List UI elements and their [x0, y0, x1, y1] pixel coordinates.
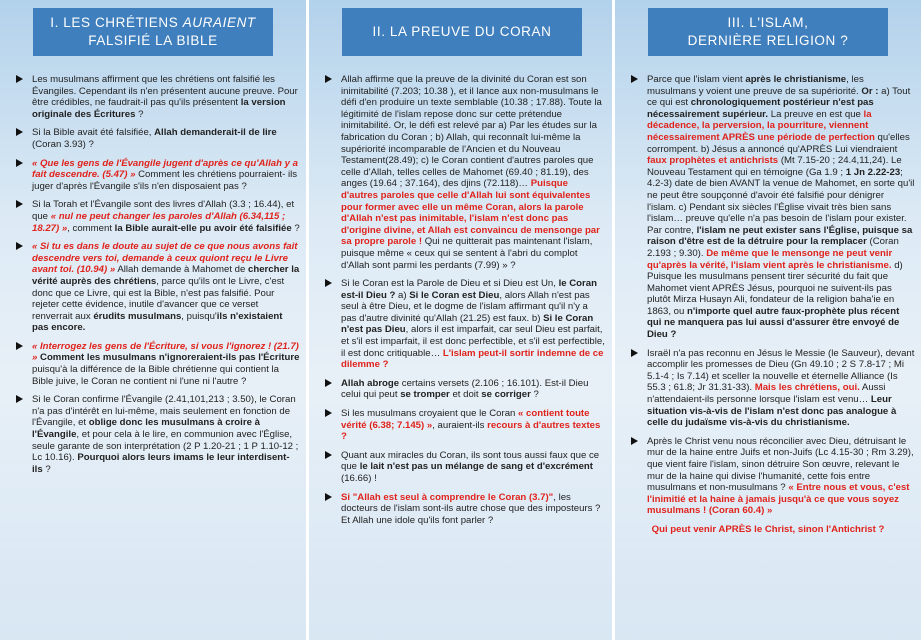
text-segment: Qui ne quitterait pas maintenant l'islam, puisque même « ceux qui se sentent à l'abri du complot d'Allah sont parmi les perdants (7.99) » ?: [341, 236, 593, 271]
text-segment: n'importe quel autre faux-prophète plus récent qui ne manquera pas lui aussi d'assurer être envoyé de Dieu ?: [647, 305, 900, 341]
text-segment: le lait n'est pas un mélange de sang et d'excrément: [359, 461, 593, 473]
text-segment: Pourquoi alors leurs imams le leur interdisent-ils: [32, 452, 290, 475]
triangle-bullet-icon: [16, 200, 23, 208]
triangle-bullet-icon: [631, 437, 638, 445]
column-1: [0, 0, 306, 640]
triangle-bullet-icon: [16, 342, 23, 350]
text-segment: , puisqu': [181, 310, 217, 322]
list-item: [631, 74, 915, 341]
column-3: [615, 0, 921, 640]
triangle-bullet-icon: [325, 493, 332, 501]
text-segment: la Bible aurait-elle pu avoir été falsifiée: [114, 222, 292, 234]
text-segment: la version originale des Écritures: [32, 97, 286, 120]
text-segment: et doit: [449, 389, 482, 401]
triangle-bullet-icon: [325, 409, 332, 417]
text-segment: certains versets (2.106 ; 16.101). Est-il Dieu celui qui peut: [341, 377, 589, 401]
list-item: [325, 492, 606, 527]
text-segment: se corriger: [481, 389, 531, 401]
text-segment: l'islam ne peut exister sans l'Église, puisque sa raison d'être est de la détruire pour la remplacer: [647, 224, 913, 248]
text-segment: , et pour cela à le lire, en communion avec l'Église, seule garante de son interprétation (2 P 1.20-21 ; 1 P 1.10-12 ; Lc 10.16).: [32, 429, 299, 464]
list-item: [16, 394, 300, 475]
column-2: [309, 0, 612, 640]
triangle-bullet-icon: [325, 279, 332, 287]
text-segment: après le christianisme: [745, 74, 847, 85]
triangle-bullet-icon: [325, 379, 332, 387]
text-segment: Aussi n'attendaient-ils personne lorsque l'islam est venu…: [647, 382, 886, 406]
text-segment: Si la Torah et l'Évangile sont des livres d'Allah (3.3 ; 16.44), et que: [32, 199, 295, 222]
triangle-bullet-icon: [631, 349, 638, 357]
list-item: [16, 74, 300, 120]
text-segment: Parce que l'islam vient: [647, 74, 746, 85]
text-segment: le Coran est-il Dieu ?: [341, 278, 597, 301]
list-item: [325, 378, 606, 401]
text-segment: puisqu'à la différence de la Bible chrétienne qui contient la Bible juive, le Coran ne contient ni l'une ni l'autre ?: [32, 364, 279, 387]
list-item: [16, 127, 300, 150]
text-segment: Puisque d'autres paroles que celle d'Allah lui sont équivalentes pour former avec elle un même Coran, alors la parole d'Allah n'est pas inimitable, l'islam n'est donc pas d'origine divine, et Allah est convaincu de mensonge par sa propre parole !: [341, 178, 600, 248]
triangle-bullet-icon: [16, 395, 23, 403]
text-segment: ?: [42, 463, 51, 475]
text-segment: (Coran 2.193 ; 9.30).: [647, 236, 899, 259]
triangle-bullet-icon: [16, 128, 23, 136]
text-segment: , les musulmans y voient une preuve de sa supériorité.: [647, 74, 864, 97]
text-segment: « nul ne peut changer les paroles d'Allah (6.34,115 ; 18.27) »: [32, 210, 286, 234]
text-segment: ils n'existaient pas encore.: [32, 310, 283, 334]
text-segment: oblige donc les musulmans à croire à l'Évangile: [32, 417, 260, 441]
column-2-title: [342, 8, 582, 56]
text-segment: (16.66) !: [341, 473, 377, 484]
text-segment: Leur situation vis-à-vis de l'islam n'est donc pas analogue à celle du judaïsme vis-à-vis du christianisme.: [647, 394, 897, 429]
text-segment: chronologiquement postérieur n'est pas nécessairement supérieur.: [647, 97, 874, 120]
text-segment: Allah affirme que la preuve de la divinité du Coran est son inimitabilité (7.203; 10.38 ), et il lance aux non-musulmans le défi d'en produire un texte semblable (10.38 ; 17.88). Toute la légitimité de l'islam repose donc sur cette prétendue inimitabilité. Or, le défi est relevé par a) Par les études sur la fabrication du Coran ; b) Allah, qui reconnaît lui-même la supériorité incomparable de l'Ancien et du Nouveau Testament(28.49); c) le Coran contient d'autres paroles que celle d'Allah, telles celles de Mahomet (69.40 ; 81.19), des anges (19.64 ; 37.164), des djins (72.118)…: [341, 74, 602, 190]
list-item: [631, 348, 915, 429]
list-item: [16, 199, 300, 234]
triangle-bullet-icon: [325, 451, 332, 459]
title-line-1: I. LES CHRÉTIENS: [50, 15, 183, 30]
list-item: [325, 408, 606, 443]
text-segment: ?: [291, 222, 300, 234]
text-segment: (Coran 3.93) ?: [32, 138, 94, 150]
column-1-items: [0, 74, 306, 475]
text-segment: ?: [530, 389, 539, 401]
text-segment: Comment les musulmans n'ignoreraient-ils pas l'Écriture: [40, 352, 300, 364]
text-segment: , parce qu'ils ont le Livre, c'est donc que ce Livre, qui est la Bible, n'est pas falsifié. Pour rejeter cette évidence, inutile d'avancer que ce verset renverrait aux: [32, 275, 285, 322]
column-3-items: [615, 74, 921, 517]
list-item: [325, 278, 606, 371]
text-segment: Si le Coran confirme l'Évangile (2.41,101,213 ; 3.50), le Coran n'a pas d'intérêt en lui-même, mais seulement en fonction de l'Évangile, et: [32, 394, 296, 429]
text-segment: d) Puisque les musulmans pensent tirer sécurité du fait que Mahomet vient APRÈS Jésus, pourquoi ne suivent-ils pas plutôt Mirza Husayn Ali, fondateur de la religion baha'ie en 1863, ou: [647, 259, 903, 317]
text-segment: « Entre nous et vous, c'est l'inimitié et la haine à jamais jusqu'à ce que vous soyez musulmans ! (Coran 60.4) »: [647, 482, 910, 517]
text-segment: Quant aux miracles du Coran, ils sont tous aussi faux que ce que: [341, 449, 600, 473]
text-segment: , alors Allah n'est pas seul à être Dieu, et le dogme de l'islam affirmant qu'il n'y a pas d'autre divinité qu'Allah (21.25) est faux. b): [341, 289, 590, 324]
text-segment: la décadence, la perversion, la pourriture, viennent nécessairement APRÈS une période de perfection: [647, 108, 875, 143]
text-segment: , alors il est imparfait, car seul Dieu est parfait, et s'il est imparfait, il est donc perfectible, et s'il est perfectible, il est donc critiquable…: [341, 324, 605, 359]
text-segment: (Mt 7.15-20 ; 24.4,11,24). Le Nouveau Testament qui en témoigne (Ga 1.9 ;: [647, 155, 902, 178]
text-segment: Si le Coran est Dieu: [409, 289, 500, 301]
text-segment: La preuve en est que: [768, 108, 864, 120]
triangle-bullet-icon: [631, 75, 638, 83]
text-segment: a): [395, 289, 410, 301]
title-line-1: III. L'ISLAM,: [727, 15, 809, 30]
text-segment: Comment les chrétiens pourraient- ils juger d'après l'Évangile s'ils n'en disposaient pas ?: [32, 169, 298, 192]
list-item: [16, 158, 300, 193]
text-segment: ?: [135, 108, 144, 120]
text-segment: Israël n'a pas reconnu en Jésus le Messie (le Sauveur), devant accomplir les promesses de Dieu (Gn 49.10 ; 2 S 7.8-17 ; Mi 5.1-4 ; Is 7.14) et sceller la nouvelle et éternelle Alliance (Is 55.3 ; 61.8; Jr 31.31-33).: [647, 347, 915, 394]
list-item: [16, 341, 300, 387]
text-segment: Allah demande à Mahomet de: [115, 264, 248, 276]
column-3-title: [648, 8, 888, 56]
text-segment: Or :: [861, 85, 879, 97]
triangle-bullet-icon: [16, 159, 23, 167]
triangle-bullet-icon: [16, 75, 23, 83]
list-item: [325, 74, 606, 271]
text-segment: « Que les gens de l'Évangile jugent d'après ce qu'Allah y a fait descendre. (5.47) »: [32, 157, 298, 181]
text-segment: Allah demanderait-il de lire: [154, 127, 277, 139]
text-segment: « contient toute vérité (6.38; 7.145) »: [341, 408, 590, 431]
text-segment: Les musulmans affirment que les chrétiens ont falsifié les Évangiles. Cependant ils n'en présentent aucune preuve. Pour être crédibles, ne faudrait-il pas qu'ils présentent: [32, 74, 298, 109]
text-segment: Allah abroge: [341, 377, 400, 389]
text-segment: a) Tout ce qui est: [647, 85, 911, 109]
title-line-2: DERNIÈRE RELIGION ?: [687, 33, 849, 48]
text-segment: , les docteurs de l'islam sont-ils autre chose que des imposteurs ? Et Allah une idole qu'ils font parler ?: [341, 491, 601, 526]
text-segment: Si la Bible avait été falsifiée,: [32, 127, 155, 139]
list-item: [16, 241, 300, 334]
text-segment: 1 Jn 2.22-23: [845, 166, 901, 178]
title-italic: AURAIENT: [182, 15, 256, 30]
text-segment: , comment: [67, 222, 115, 234]
text-segment: , auraient-ils: [432, 419, 488, 431]
text-segment: « Si tu es dans le doute au sujet de ce que nous avons fait descendre vers toi, demande à ceux quiont reçu le Livre avant toi. (10.94) »: [32, 241, 298, 276]
text-segment: Si le Coran n'est pas Dieu: [341, 312, 594, 336]
title-line-1: II. LA PREUVE DU CORAN: [372, 24, 552, 39]
text-segment: érudits musulmans: [93, 310, 182, 322]
text-segment: Après le Christ venu nous réconcilier avec Dieu, détruisant le mur de la haine entre Juifs et non-Juifs (Lc 4.15-30 ; Rm 3.29), que vient faire l'islam, sinon détruire Son œuvre, relevant le mur de la haine qui divise l'humanité, cette fois entre musulmans et non-musulmans ?: [647, 435, 914, 494]
triangle-bullet-icon: [325, 75, 332, 83]
text-segment: « Interrogez les gens de l'Écriture, si vous l'ignorez ! (21.7) »: [32, 340, 299, 364]
title-line-2: FALSIFIÉ LA BIBLE: [88, 33, 218, 48]
text-segment: recours à d'autres textes ?: [341, 419, 601, 443]
list-item: [631, 436, 915, 517]
text-segment: Si le Coran est la Parole de Dieu et si Dieu est Un,: [341, 278, 559, 290]
closing-question: Qui peut venir APRÈS le Christ, sinon l'Antichrist ?: [651, 523, 885, 535]
text-segment: L'islam peut-il sortir indemne de ce dilemme ?: [341, 347, 604, 371]
text-segment: qu'elles corrompent. b) Jésus a annoncé qu'APRÈS Lui viendraient: [647, 131, 910, 155]
triangle-bullet-icon: [16, 242, 23, 250]
column-2-items: [309, 74, 612, 526]
text-segment: Si "Allah est seul à comprendre le Coran (3.7)": [341, 491, 554, 503]
text-segment: chercher la vérité auprès des chrétiens: [32, 264, 300, 287]
text-segment: Si les musulmans croyaient que le Coran: [341, 408, 519, 420]
text-segment: se tromper: [400, 389, 450, 401]
text-segment: De même que le mensonge ne peut venir qu'après la vérité, l'islam vient après le christianisme.: [647, 247, 893, 271]
text-segment: Mais les chrétiens, oui.: [754, 382, 860, 394]
column-1-title: [33, 8, 273, 56]
text-segment: faux prophètes et antichrists: [647, 155, 779, 167]
list-item: [325, 450, 606, 485]
text-segment: ; 4.2-3) date de bien AVANT la venue de Mahomet, en sorte qu'il ne peut être soupçonné d'avoir été falsifié pour dénigrer l'islam. c) Pendant six siècles l'Église vivait très bien sans l'islam… preuve qu'elle n'a pas besoin de l'islam pour exister. Par contre,: [647, 166, 915, 236]
